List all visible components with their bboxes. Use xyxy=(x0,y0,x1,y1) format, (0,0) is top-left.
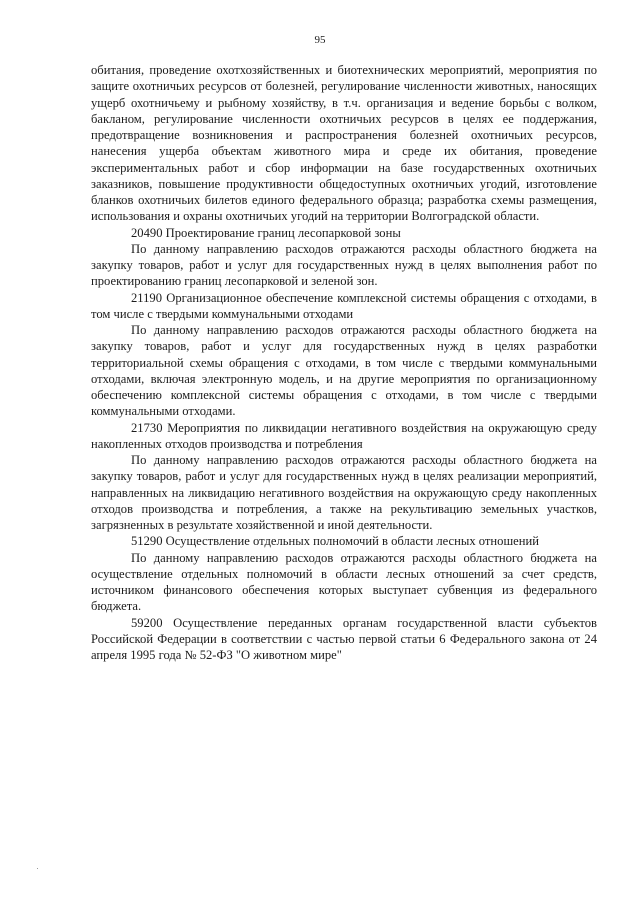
section-heading-59200: 59200 Осуществление переданных органам государственной власти субъектов Российской Федерации в соответствии с частью первой статьи 6 Федерального закона от 24 апреля 1995 года № 52-ФЗ "О животном мире" xyxy=(91,615,597,662)
paragraph-21730: По данному направлению расходов отражаются расходы областного бюджета на закупку товаров, работ и услуг для государственных нужд в целях реализации мероприятий, направленных на ликвидацию негативного воздействия на окружающую среду накопленных отходов производства и потребления, а также на рекультивацию земельных участков, загрязненных в результате хозяйственной и иной деятельности. xyxy=(91,453,597,532)
section-heading-21190: 21190 Организационное обеспечение комплексной системы обращения с отходами, в том числе с твердыми коммунальными отходами xyxy=(91,290,597,321)
page-number: 95 xyxy=(314,34,326,46)
scan-speck xyxy=(37,868,38,869)
paragraph-continuation: обитания, проведение охотхозяйственных и биотехнических мероприятий, мероприятия по защите охотничьих ресурсов от болезней, регулирование численности животных, наносящих ущерб охотничьему и рыбному хозяйству, в т.ч. организация и ведение борьбы с волком, бакланом, регулирование численности охотничьих ресурсов в целях ее поддержания, предотвращение возникновения и распространения болезней охотничьих ресурсов, нанесения ущерба объектам животного мира и среде их обитания, проведение экспериментальных работ и сбор информации на базе государственных охотничьих заказников, повышение продуктивности общедоступных охотничьих угодий, изготовление бланков охотничьих билетов единого федерального образца; разработка схемы размещения, использования и охраны охотничьих угодий на территории Волгоградской области. xyxy=(91,63,597,224)
section-heading-51290: 51290 Осуществление отдельных полномочий в области лесных отношений xyxy=(131,534,539,549)
section-heading-20490: 20490 Проектирование границ лесопарковой зоны xyxy=(131,225,401,240)
section-heading-21730: 21730 Мероприятия по ликвидации негативного воздействия на окружающую среду накопленных отходов производства и потребления xyxy=(91,420,597,451)
paragraph-21190: По данному направлению расходов отражаются расходы областного бюджета на закупку товаров, работ и услуг для государственных нужд в целях разработки территориальной схемы обращения с отходами, в том числе с твердыми коммунальными отходами, включая электронную модель, и на другие мероприятия по организационному обеспечению комплексной системы обращения с отходами, в том числе с твердыми коммунальными отходами. xyxy=(91,323,597,419)
paragraph-51290: По данному направлению расходов отражаются расходы областного бюджета на осуществление отдельных полномочий в области лесных отношений за счет средств, источником финансового обеспечения которых выступает субвенция из федерального бюджета. xyxy=(91,550,597,614)
paragraph-20490: По данному направлению расходов отражаются расходы областного бюджета на закупку товаров, работ и услуг для государственных нужд в целях выполнения работ по проектированию границ лесопарковой и зеленой зон. xyxy=(91,241,597,289)
document-body xyxy=(91,62,597,663)
